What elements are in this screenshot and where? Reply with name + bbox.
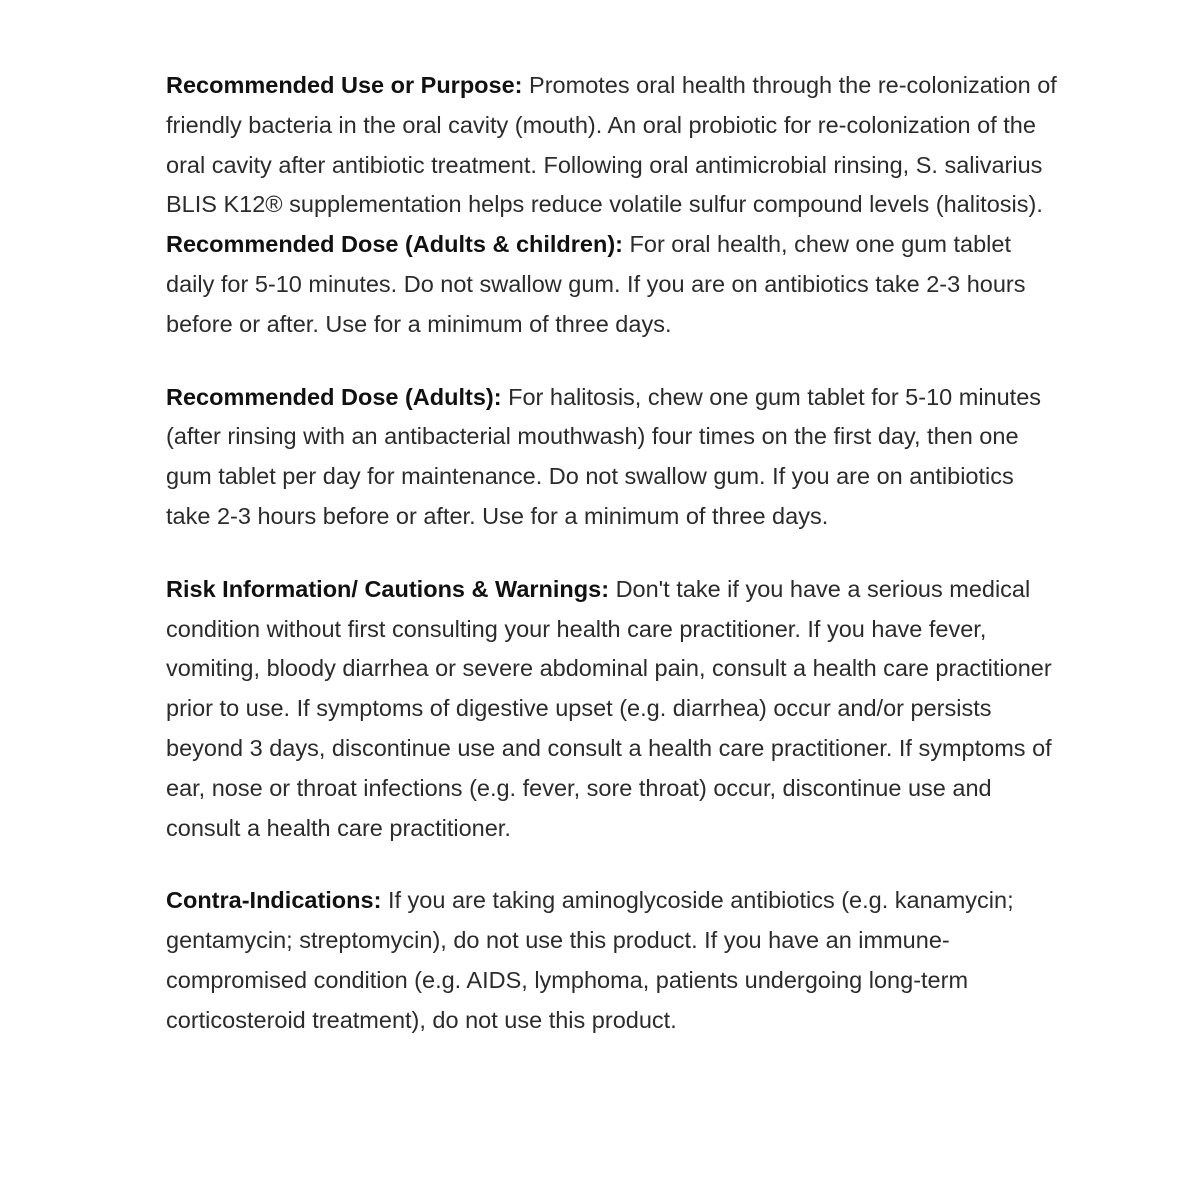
section-dose-adults <box>166 378 1060 537</box>
section-label: Recommended Dose (Adults & children): <box>166 231 623 258</box>
section-text: Promotes oral health through the re-colonization of friendly bacteria in the oral cavity (mouth). An oral probiotic for re-colonization of the oral cavity after antibiotic treatment. Following oral antimicrobial rinsing, S. salivarius BLIS K12® supplementation helps reduce volatile sulfur compound levels (halitosis). <box>166 72 1057 218</box>
section-dose-adults-children <box>166 225 1060 344</box>
section-text: For halitosis, chew one gum tablet for 5-10 minutes (after rinsing with an antibacterial mouthwash) four times on the first day, then one gum tablet per day for maintenance. Do not swallow gum. If you are on antibiotics take 2-3 hours before or after. Use for a minimum of three days. <box>166 383 1042 529</box>
section-label: Contra-Indications: <box>166 887 382 914</box>
section-text: Don't take if you have a serious medical condition without first consulting your health care practitioner. If you have fever, vomiting, bloody diarrhea or severe abdominal pain, consult a health care practitioner prior to use. If symptoms of digestive upset (e.g. diarrhea) occur and/or persists beyond 3 days, discontinue use and consult a health care practitioner. If symptoms of ear, nose or throat infections (e.g. fever, sore throat) occur, discontinue use and consult a health care practitioner. <box>166 575 1052 841</box>
section-text: For oral health, chew one gum tablet daily for 5-10 minutes. Do not swallow gum. If you are on antibiotics take 2-3 hours before or after. Use for a minimum of three days. <box>166 231 1026 337</box>
section-label: Risk Information/ Cautions & Warnings: <box>166 575 610 602</box>
section-contra-indications <box>166 881 1060 1040</box>
section-recommended-use <box>166 66 1060 225</box>
section-text: If you are taking aminoglycoside antibiotics (e.g. kanamycin; gentamycin; streptomycin), do not use this product. If you have an immune-compromised condition (e.g. AIDS, lymphoma, patients undergoing long-term corticosteroid treatment), do not use this product. <box>166 887 1014 1033</box>
section-label: Recommended Use or Purpose: <box>166 72 523 98</box>
section-label: Recommended Dose (Adults): <box>166 383 502 410</box>
section-risk-information <box>166 570 1060 849</box>
